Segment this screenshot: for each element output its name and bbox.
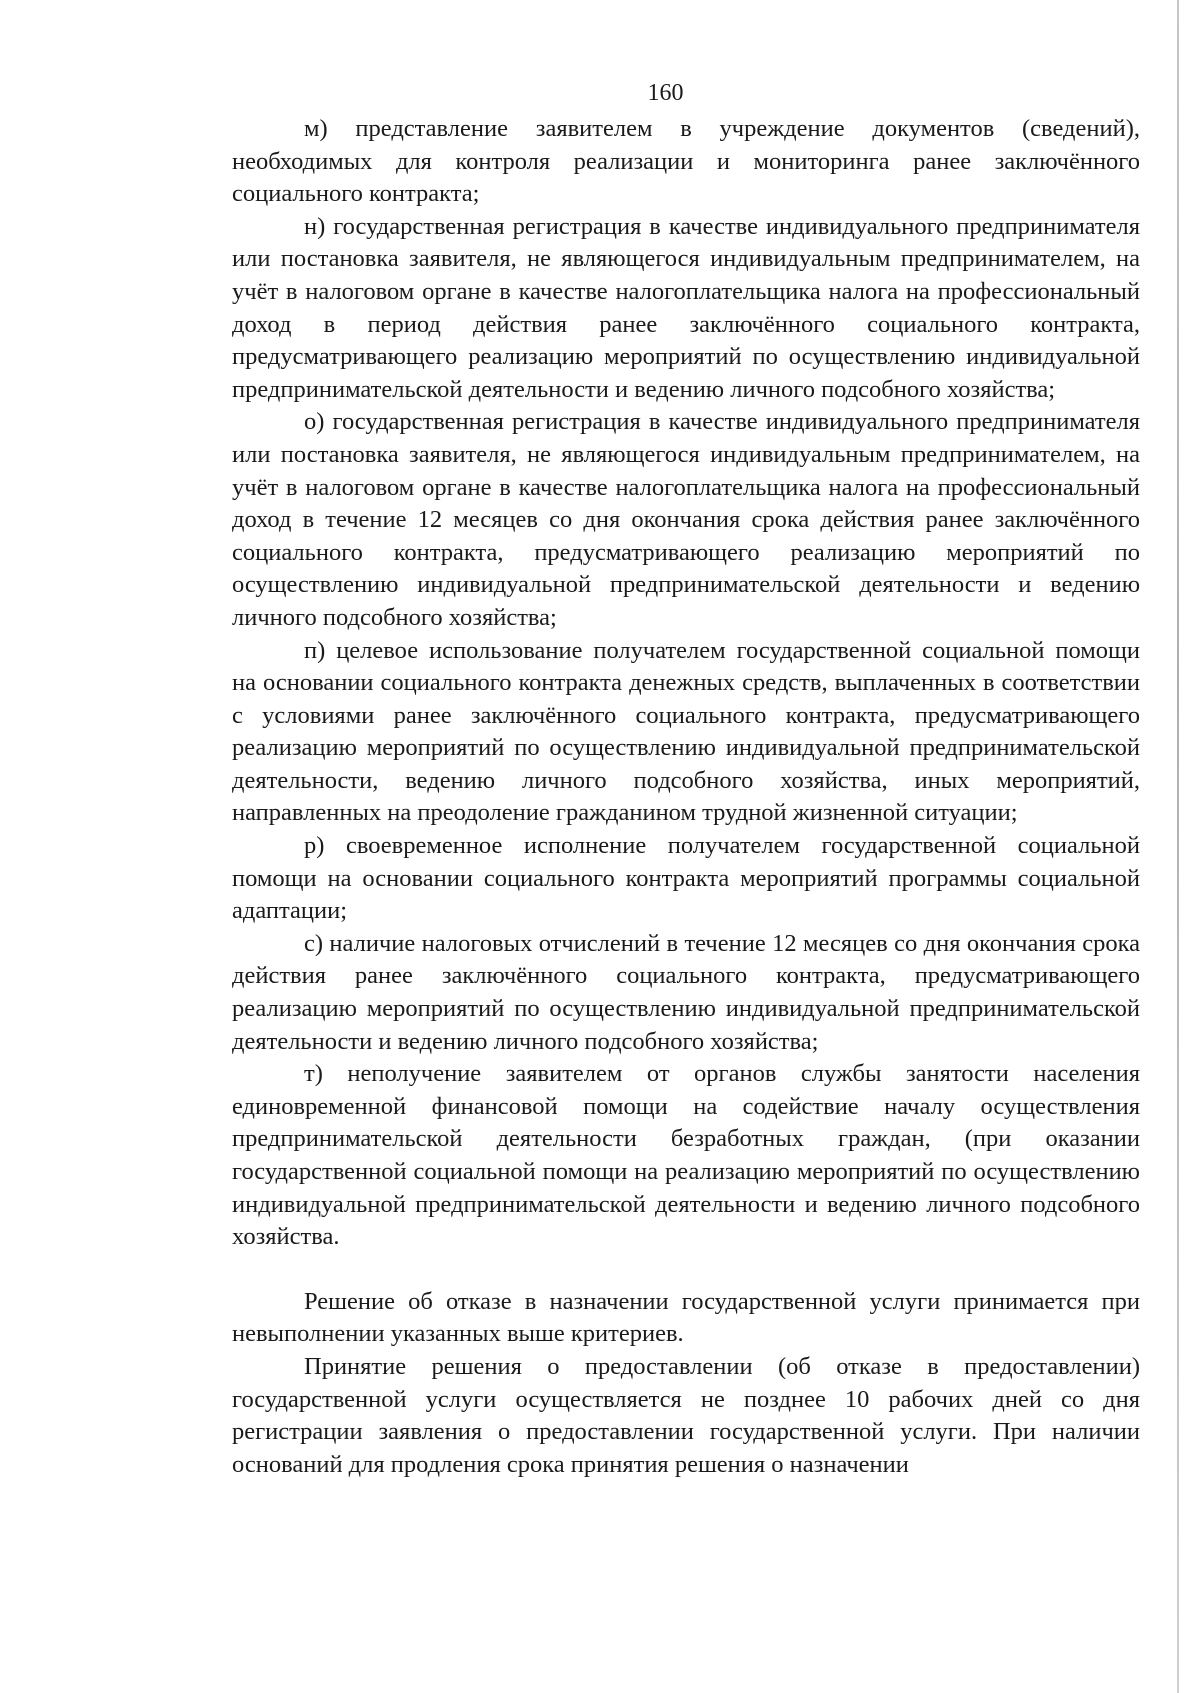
- paragraph-refusal-decision: Решение об отказе в назначении государственной услуги принимается при невыполнении указанных выше критериев.: [232, 1287, 1140, 1348]
- scan-edge-line: [1177, 0, 1179, 1693]
- paragraph-decision-timing: Принятие решения о предоставлении (об отказе в предоставлении) государственной услуги осуществляется не позднее 10 рабочих дней со дня регистрации заявления о предоставлении государственной услуги. При наличии оснований для продления срока принятия решения о назначении: [232, 1352, 1140, 1478]
- paragraph-s: с) наличие налоговых отчислений в течение 12 месяцев со дня окончания срока действия ранее заключённого социального контракта, предусматривающего реализацию мероприятий по осуществлению индивидуальной предпринимательской деятельности и ведению личного подсобного хозяйства;: [232, 929, 1140, 1055]
- paragraph-o: о) государственная регистрация в качестве индивидуального предпринимателя или постановка заявителя, не являющегося индивидуальным предпринимателем, на учёт в налоговом органе в качестве налогоплательщика налога на профессиональный доход в течение 12 месяцев со дня окончания срока действия ранее заключённого социального контракта, предусматривающего реализацию мероприятий по осуществлению индивидуальной предпринимательской деятельности и ведению личного подсобного хозяйства;: [232, 408, 1140, 631]
- paragraph-t: т) неполучение заявителем от органов службы занятости населения единовременной финансовой помощи на содействие началу осуществления предпринимательской деятельности безработных граждан, (при оказании государственной социальной помощи на реализацию мероприятий по осуществлению индивидуальной предпринимательской деятельности и ведению личного подсобного хозяйства.: [232, 1060, 1140, 1251]
- document-body: [232, 113, 1140, 1481]
- page-number: 160: [647, 80, 684, 106]
- paragraph-p: п) целевое использование получателем государственной социальной помощи на основании социального контракта денежных средств, выплаченных в соответствии с условиями ранее заключённого социального контракта, предусматривающего реализацию мероприятий по осуществлению индивидуальной предпринимательской деятельности, ведению личного подсобного хозяйства, иных мероприятий, направленных на преодоление гражданином трудной жизненной ситуации;: [232, 636, 1140, 827]
- paragraph-n: н) государственная регистрация в качестве индивидуального предпринимателя или постановка заявителя, не являющегося индивидуальным предпринимателем, на учёт в налоговом органе в качестве налогоплательщика налога на профессиональный доход в период действия ранее заключённого социального контракта, предусматривающего реализацию мероприятий по осуществлению индивидуальной предпринимательской деятельности и ведению личного подсобного хозяйства;: [232, 212, 1140, 403]
- paragraph-m: м) представление заявителем в учреждение документов (сведений), необходимых для контроля реализации и мониторинга ранее заключённого социального контракта;: [232, 115, 1140, 208]
- paragraph-r: р) своевременное исполнение получателем государственной социальной помощи на основании социального контракта мероприятий программы социальной адаптации;: [232, 832, 1140, 925]
